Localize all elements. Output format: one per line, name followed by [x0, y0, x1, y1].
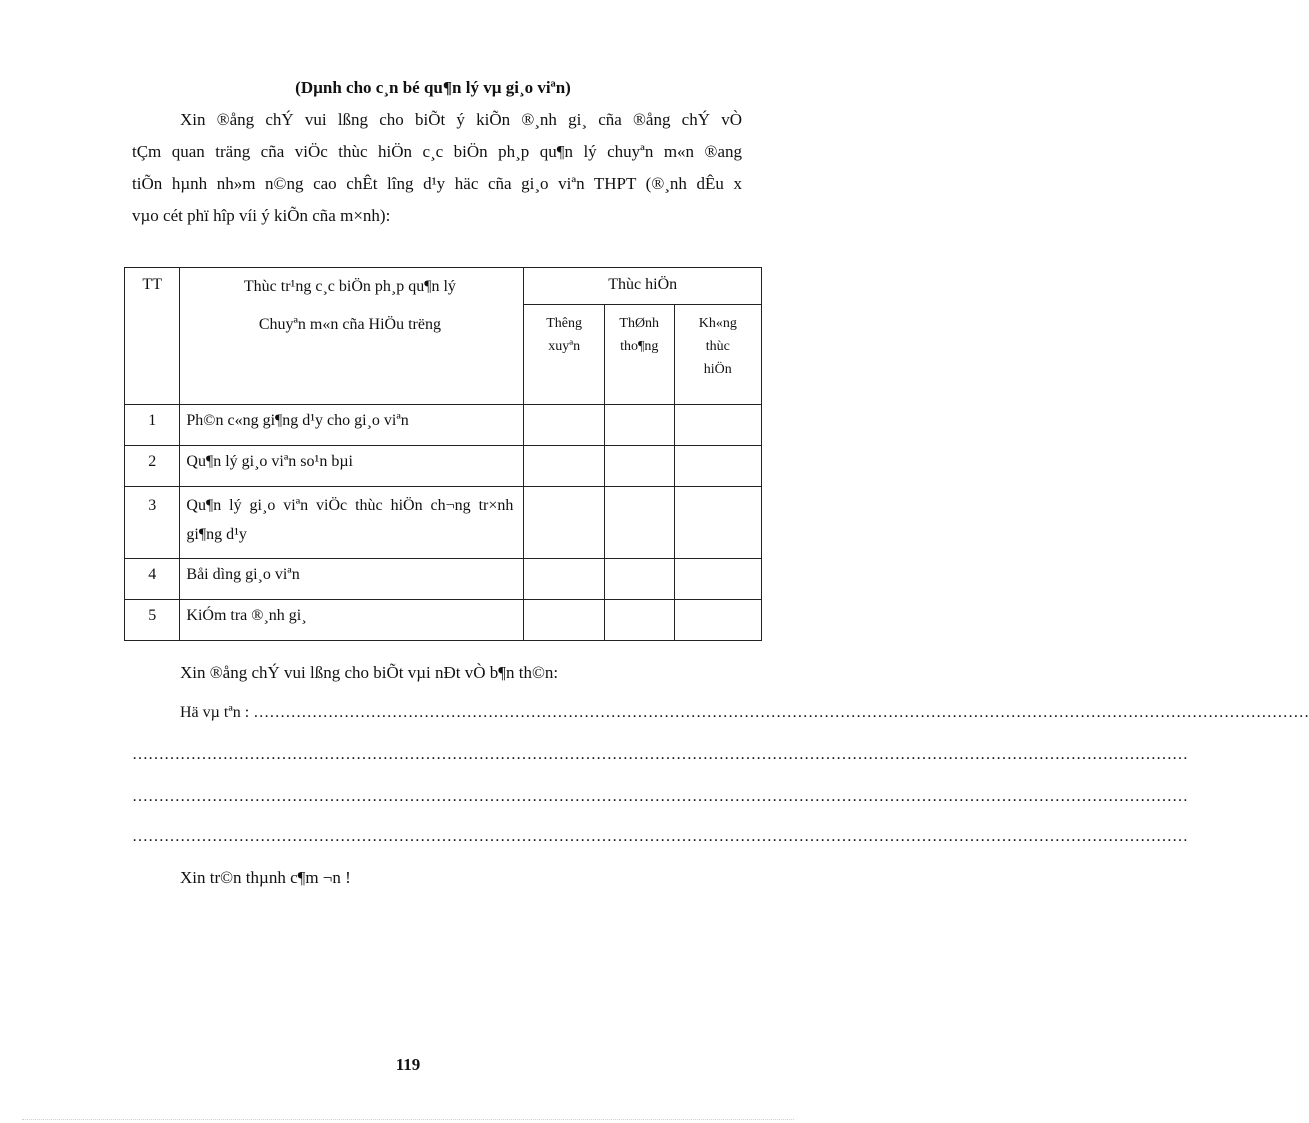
- intro-line-1: Xin ®ång chÝ vui lßng cho biÕt ý kiÕn ®¸nh gi¸ cña ®ång chÝ vÒ: [180, 110, 742, 129]
- dotted-line-2[interactable]: ………………………………………………………………………………………………………………………………………………………………………………: [132, 788, 1188, 805]
- row-4-label: Båi dìng gi¸o viªn: [180, 559, 524, 600]
- header-frequently: Thêng xuyªn: [524, 305, 605, 405]
- row-5-no: 5: [125, 600, 180, 641]
- row-3-never-cell[interactable]: [674, 487, 761, 559]
- intro-line-4: vµo cét phï hîp víi ý kiÕn cña m×nh):: [132, 206, 391, 225]
- header-measures-line-2: Chuyªn m«n cña HiÖu trëng: [258, 316, 441, 333]
- header-implementation: Thùc hiÖn: [524, 268, 762, 305]
- row-5-label: KiÓm tra ®¸nh gi¸: [180, 600, 524, 641]
- row-5-never-cell[interactable]: [674, 600, 761, 641]
- row-3-sometimes-cell[interactable]: [604, 487, 674, 559]
- intro-line-3: tiÕn hµnh nh»m n©ng cao chÊt lîng d¹y häc cña gi¸o viªn THPT (®¸nh dÊu x: [132, 174, 742, 193]
- row-2-no: 2: [125, 446, 180, 487]
- page-number: 119: [395, 1055, 421, 1074]
- personal-prompt: Xin ®ång chÝ vui lßng cho biÕt vµi nÐt vÒ b¶n th©n:: [180, 663, 559, 682]
- row-4-frequently-cell[interactable]: [524, 559, 605, 600]
- row-4-no: 4: [125, 559, 180, 600]
- header-tt: TT: [125, 268, 180, 405]
- header-never: Kh«ng thùc hiÖn: [674, 305, 761, 405]
- header-measures: [180, 268, 524, 405]
- row-2-never-cell[interactable]: [674, 446, 761, 487]
- row-3-frequently-cell[interactable]: [524, 487, 605, 559]
- header-sometimes: ThØnh tho¶ng: [604, 305, 674, 405]
- row-1-no: 1: [125, 405, 180, 446]
- dotted-line-3[interactable]: ………………………………………………………………………………………………………………………………………………………………………………: [132, 828, 1188, 845]
- thanks-line: Xin tr©n thµnh c¶m ¬n !: [180, 868, 351, 887]
- row-1-sometimes-cell[interactable]: [604, 405, 674, 446]
- row-2-frequently-cell[interactable]: [524, 446, 605, 487]
- header-measures-line-1: Thùc tr¹ng c¸c biÖn ph¸p qu¶n lý: [243, 278, 456, 295]
- row-5-sometimes-cell[interactable]: [604, 600, 674, 641]
- survey-table: [124, 267, 762, 641]
- name-line[interactable]: [180, 704, 1309, 722]
- row-1-label: Ph©n c«ng gi¶ng d¹y cho gi¸o viªn: [180, 405, 524, 446]
- dotted-line-1[interactable]: ………………………………………………………………………………………………………………………………………………………………………………: [132, 746, 1188, 763]
- row-1-never-cell[interactable]: [674, 405, 761, 446]
- name-label: Hä vµ tªn :: [180, 704, 250, 721]
- row-5-frequently-cell[interactable]: [524, 600, 605, 641]
- page-title: (Dµnh cho c¸n bé qu¶n lý vµ gi¸o viªn): [295, 78, 571, 97]
- row-4-never-cell[interactable]: [674, 559, 761, 600]
- row-3-no: 3: [125, 487, 180, 559]
- page-bottom-border: [22, 1119, 794, 1120]
- name-dots: ………………………………………………………………………………………………………………………………………………………………………………: [253, 704, 1309, 721]
- row-3-label: Qu¶n lý gi¸o viªn viÖc thùc hiÖn ch¬ng tr×nh gi¶ng d¹y: [180, 487, 524, 559]
- row-4-sometimes-cell[interactable]: [604, 559, 674, 600]
- row-2-label: Qu¶n lý gi¸o viªn so¹n bµi: [180, 446, 524, 487]
- row-1-frequently-cell[interactable]: [524, 405, 605, 446]
- row-2-sometimes-cell[interactable]: [604, 446, 674, 487]
- intro-paragraph: [132, 104, 742, 232]
- intro-line-2: tÇm quan träng cña viÖc thùc hiÖn c¸c biÖn ph¸p qu¶n lý chuyªn m«n ®ang: [132, 142, 742, 161]
